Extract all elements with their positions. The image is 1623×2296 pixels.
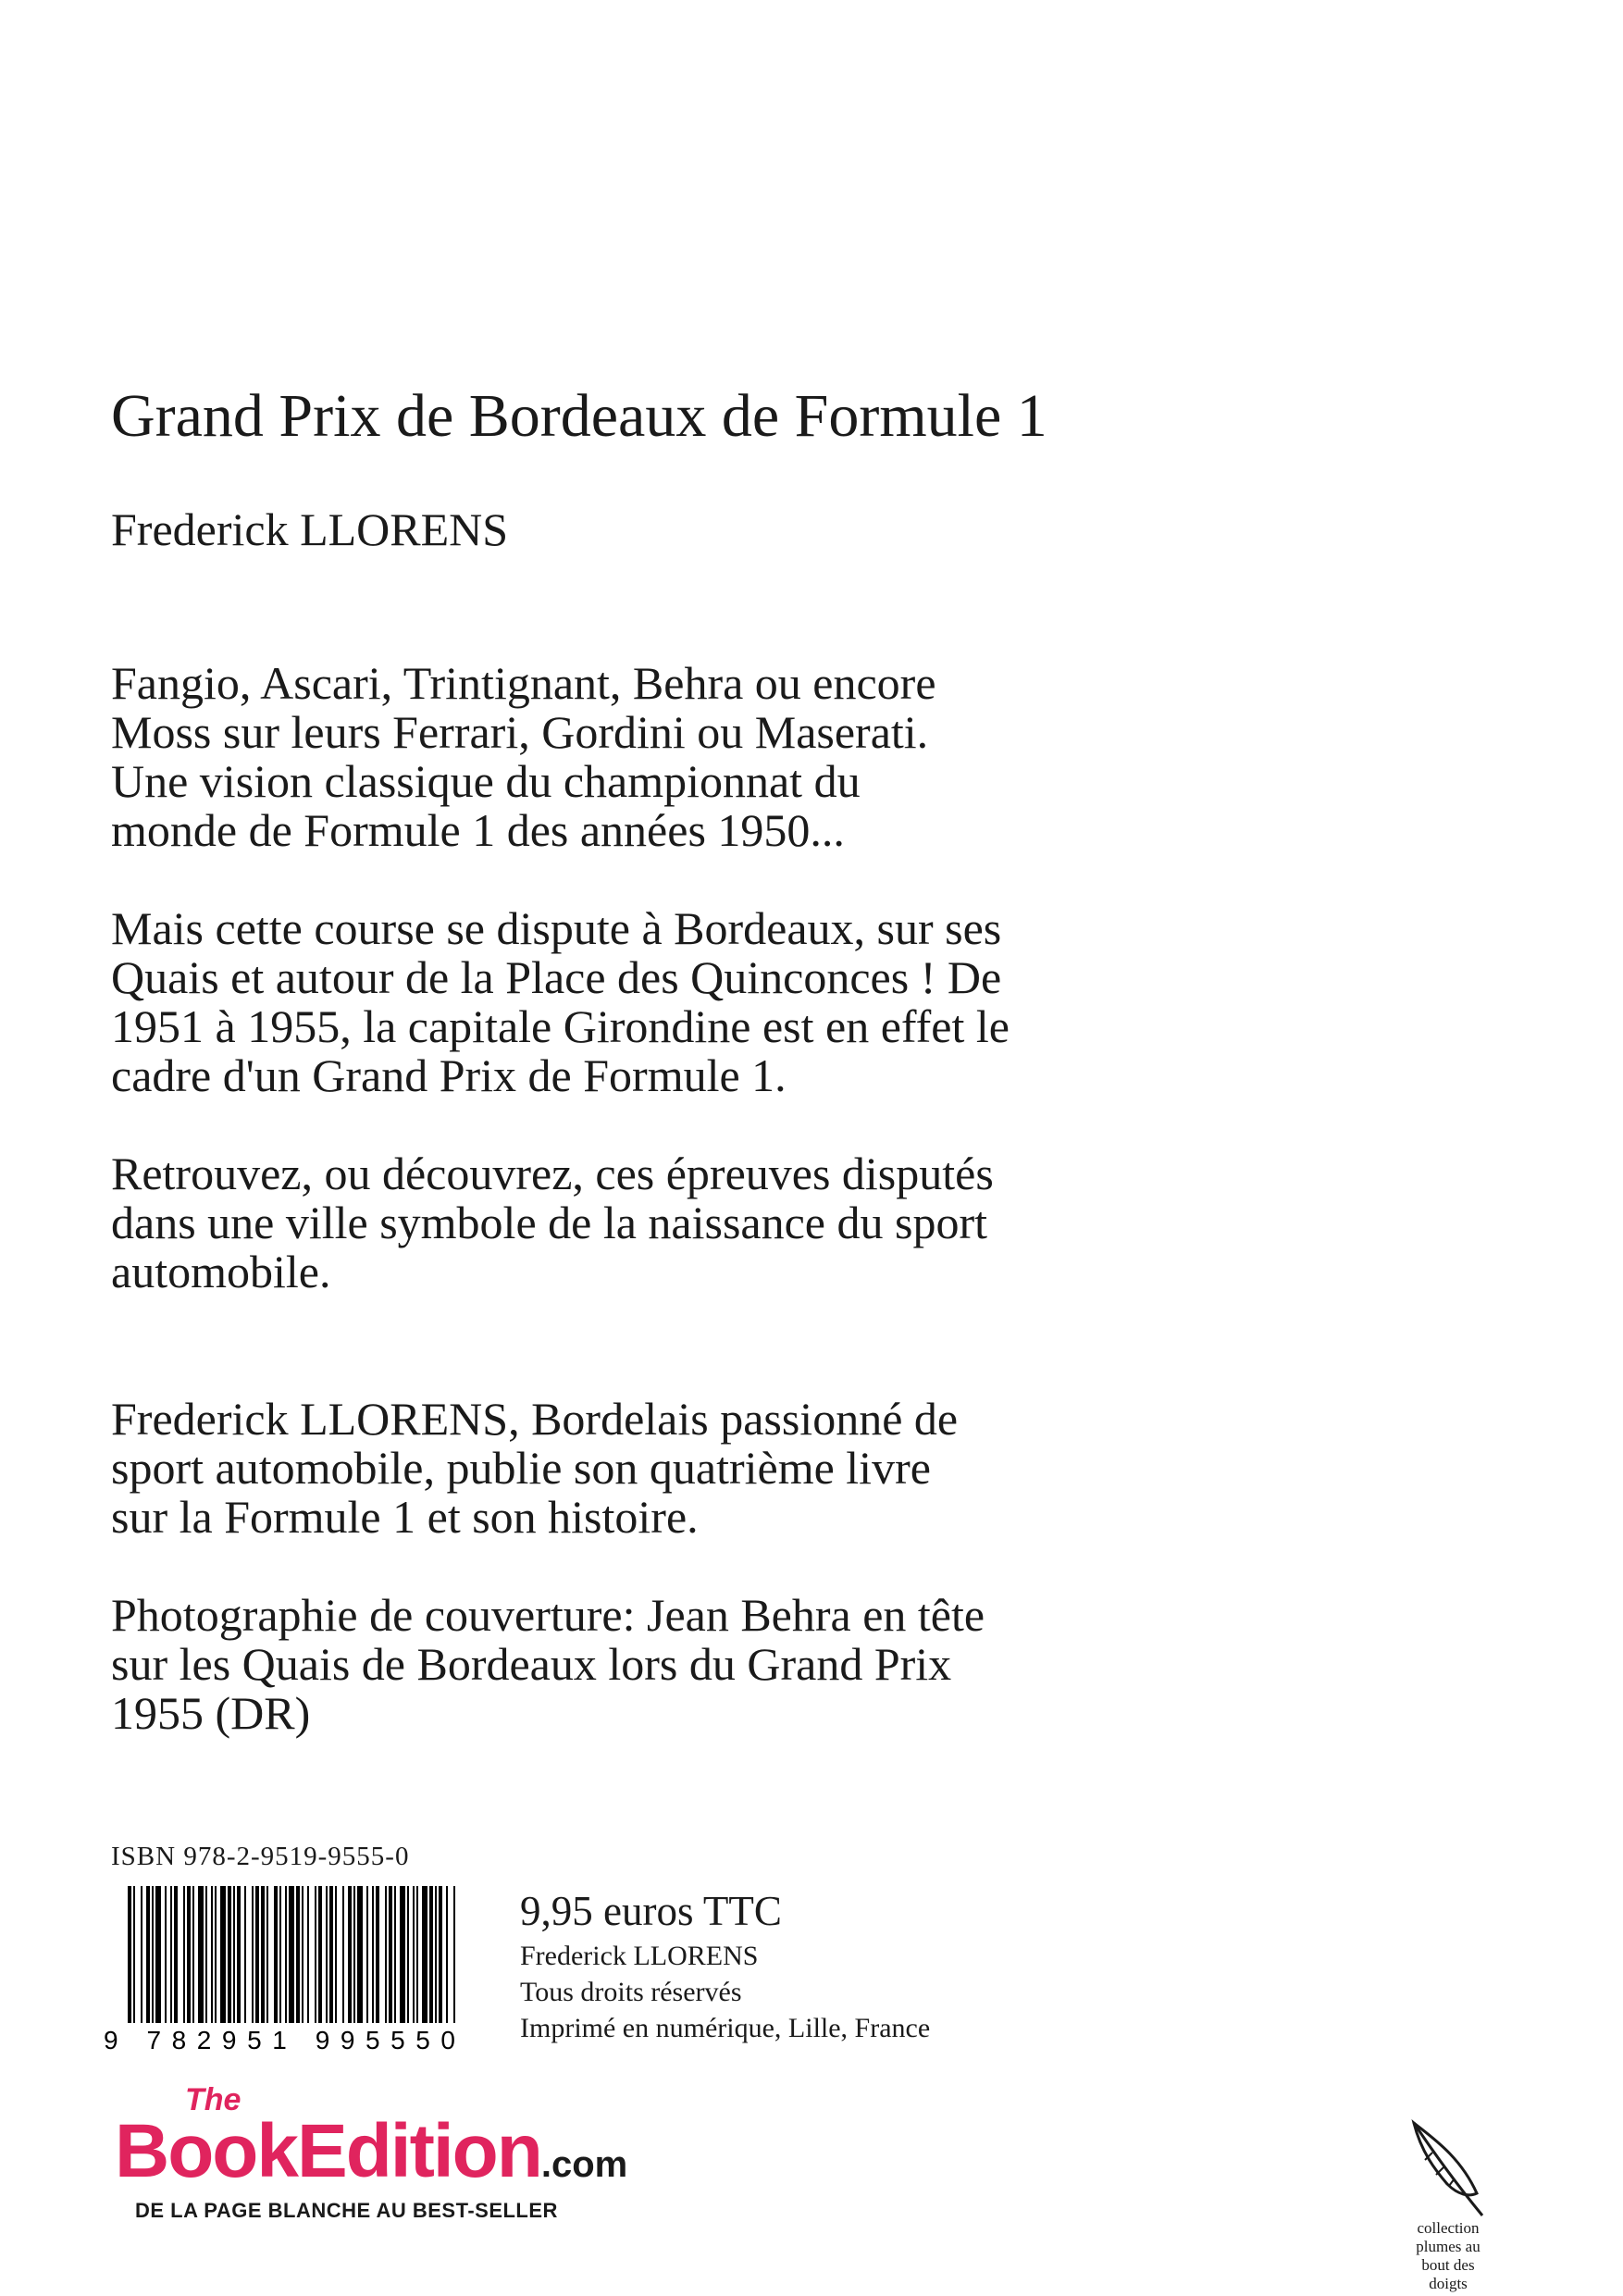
barcode-bar xyxy=(170,1886,172,2023)
barcode-bar xyxy=(215,1886,217,2023)
barcode-bar xyxy=(205,1886,207,2023)
barcode-bar xyxy=(335,1886,337,2023)
publisher-domain: .com xyxy=(540,2144,628,2185)
barcode-bar xyxy=(141,1886,142,2023)
barcode-bar xyxy=(435,1886,437,2023)
barcode-bar xyxy=(244,1886,246,2023)
barcode-bar xyxy=(220,1886,226,2023)
barcode-bar xyxy=(228,1886,231,2023)
barcode-bar xyxy=(376,1886,379,2023)
rights-block xyxy=(520,1938,930,2046)
collection-line: doigts xyxy=(1429,2275,1468,2292)
barcode-bar xyxy=(400,1886,405,2023)
blurb-paragraph: Mais cette course se dispute à Bordeaux, sur ses Quais et autour de la Place des Quinconces ! De 1951 à 1955, la capitale Girondine est en effet le cadre d'un Grand Prix de Formule 1. xyxy=(111,902,1010,1101)
barcode-bar xyxy=(446,1886,448,2023)
barcode-bar xyxy=(128,1886,131,2023)
barcode-bar xyxy=(416,1886,418,2023)
barcode-bar xyxy=(174,1886,178,2023)
collection-line: collection xyxy=(1417,2219,1480,2237)
rights-reserved: Tous droits réservés xyxy=(520,1977,742,2007)
barcode-bar xyxy=(155,1886,161,2023)
barcode-bar xyxy=(353,1886,355,2023)
barcode-bar xyxy=(183,1886,185,2023)
barcode-bar xyxy=(285,1886,287,2023)
barcode-bar xyxy=(192,1886,194,2023)
barcode-bar xyxy=(389,1886,392,2023)
printed-location: Imprimé en numérique, Lille, France xyxy=(520,2013,931,2043)
barcode-digits: 9 782951 995550 xyxy=(104,2026,455,2054)
barcode-bar xyxy=(266,1886,268,2023)
publisher-logo xyxy=(115,2082,670,2221)
barcode-bar xyxy=(329,1886,333,2023)
barcode-bar xyxy=(255,1886,259,2023)
barcode-bar xyxy=(326,1886,328,2023)
collection-logo xyxy=(1388,2119,1508,2292)
barcode-bar xyxy=(453,1886,455,2023)
barcode-bar xyxy=(366,1886,368,2023)
blurb-paragraph: Retrouvez, ou découvrez, ces épreuves disputés dans une ville symbole de la naissance du sport automobile. xyxy=(111,1148,994,1297)
price: 9,95 euros TTC xyxy=(520,1888,782,1934)
barcode-bar xyxy=(372,1886,374,2023)
publisher-logo-the: The xyxy=(185,2082,242,2117)
barcode-bar xyxy=(187,1886,191,2023)
barcode-bar xyxy=(146,1886,150,2023)
author-bio: Frederick LLORENS, Bordelais passionné de sport automobile, publie son quatrième livre sur la Formule 1 et son histoire. xyxy=(111,1393,959,1543)
barcode-bar xyxy=(315,1886,316,2023)
collection-line: bout des xyxy=(1421,2256,1475,2274)
barcode-bar xyxy=(385,1886,387,2023)
collection-line: plumes au xyxy=(1416,2238,1481,2255)
isbn-label: ISBN 978-2-9519-9555-0 xyxy=(111,1842,410,1871)
barcode-bar xyxy=(439,1886,442,2023)
back-cover-blurb xyxy=(111,659,1277,1738)
feather-icon xyxy=(1405,2119,1493,2219)
barcode-bar xyxy=(165,1886,167,2023)
barcode-bar xyxy=(152,1886,154,2023)
barcode-bar xyxy=(289,1886,294,2023)
barcode-bar xyxy=(348,1886,352,2023)
barcode-bar xyxy=(198,1886,204,2023)
collection-name xyxy=(1388,2219,1508,2293)
barcode-bar xyxy=(296,1886,300,2023)
barcode-bar xyxy=(429,1886,433,2023)
publisher-logo-name xyxy=(115,2109,628,2204)
book-title: Grand Prix de Bordeaux de Formule 1 xyxy=(111,382,1047,450)
barcode-bar xyxy=(211,1886,213,2023)
barcode-bar xyxy=(394,1886,396,2023)
barcode-bar xyxy=(342,1886,344,2023)
barcode-bar xyxy=(307,1886,309,2023)
publisher-tagline: DE LA PAGE BLANCHE AU BEST-SELLER xyxy=(135,2199,558,2222)
barcode-bar xyxy=(318,1886,322,2023)
barcode-bar xyxy=(274,1886,278,2023)
blurb-paragraph: Fangio, Ascari, Trintignant, Behra ou encore Moss sur leurs Ferrari, Gordini ou Maserati. Une vision classique du championnat du monde de Formule 1 des années 1950... xyxy=(111,657,936,856)
cover-photo-credit: Photographie de couverture: Jean Behra en tête sur les Quais de Bordeaux lors du Grand Prix 1955 (DR) xyxy=(111,1589,985,1739)
barcode-bar xyxy=(407,1886,409,2023)
barcode-bar xyxy=(133,1886,135,2023)
barcode-bar xyxy=(302,1886,304,2023)
rights-holder: Frederick LLORENS xyxy=(520,1941,759,1971)
barcode-icon xyxy=(104,1886,461,2054)
barcode-bar xyxy=(233,1886,235,2023)
book-author: Frederick LLORENS xyxy=(111,503,509,555)
barcode xyxy=(104,1886,461,2054)
barcode-bar xyxy=(422,1886,427,2023)
barcode-bar xyxy=(252,1886,254,2023)
barcode-bar xyxy=(357,1886,363,2023)
barcode-bar xyxy=(261,1886,265,2023)
barcode-bar xyxy=(279,1886,281,2023)
barcode-bar xyxy=(237,1886,241,2023)
publisher-name: BookEdition xyxy=(115,2109,541,2193)
barcode-bar xyxy=(413,1886,415,2023)
